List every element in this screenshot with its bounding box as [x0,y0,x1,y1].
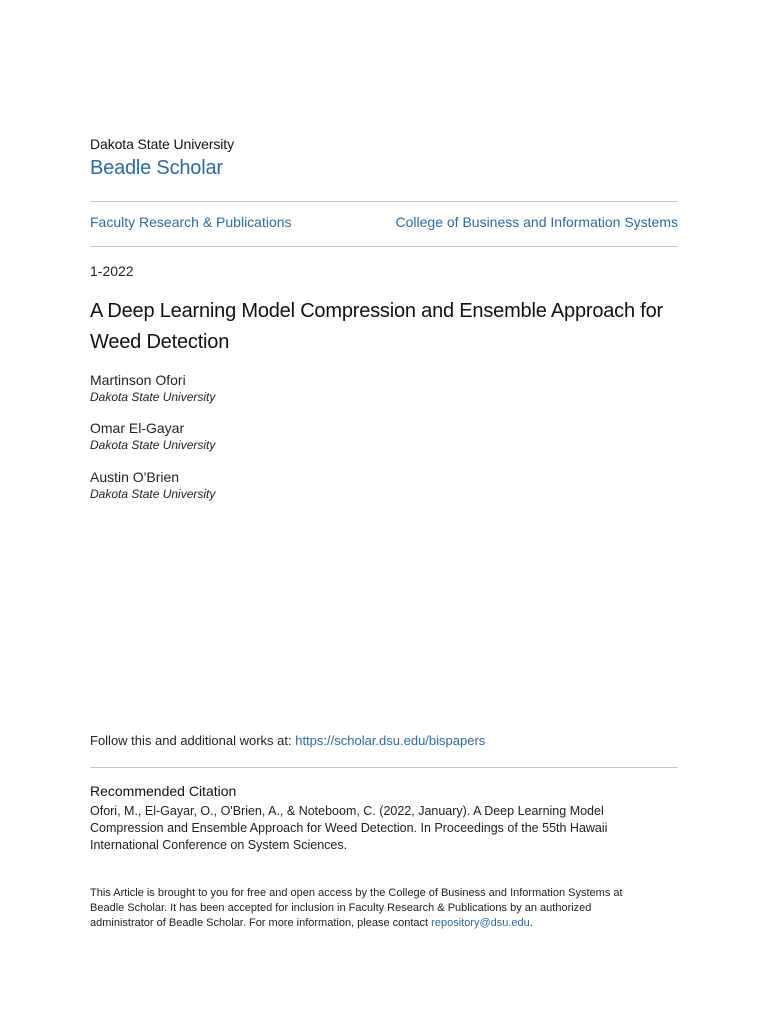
follow-prefix: Follow this and additional works at: [90,733,296,748]
citation-heading: Recommended Citation [90,783,237,799]
access-notice [90,886,650,931]
author-entry [90,420,215,453]
contact-email-link[interactable]: repository@dsu.edu [431,917,530,929]
article-title: A Deep Learning Model Compression and Ensemble Approach for Weed Detection [90,300,663,353]
author-affiliation: Dakota State University [90,438,216,452]
author-entry [90,372,215,405]
author-name[interactable]: Austin O'Brien [90,469,180,485]
cover-page [90,0,678,1024]
collection-link[interactable]: Faculty Research & Publications [90,214,292,230]
publication-date: 1-2022 [90,263,134,279]
repository-link[interactable]: Beadle Scholar [90,157,223,179]
divider-top [90,201,678,202]
author-entry [90,469,215,502]
author-affiliation: Dakota State University [90,390,216,404]
notice-text: This Article is brought to you for free and open access by the College of Business and Information Systems at Beadle Scholar. It has been accepted for inclusion in Faculty Research & Publications by an authorized administrator of Beadle Scholar. For more information, please contact [90,887,623,929]
college-link[interactable]: College of Business and Information Systems [395,214,678,230]
author-name[interactable]: Omar El-Gayar [90,420,185,436]
institution-name: Dakota State University [90,136,234,152]
collection-url-link[interactable]: https://scholar.dsu.edu/bispapers [295,733,486,748]
follow-line [90,733,485,748]
citation-text: Ofori, M., El-Gayar, O., O'Brien, A., & Noteboom, C. (2022, January). A Deep Learning Model Compression and Ensemble Approach for Weed Detection. In Proceedings of the 55th Hawaii International Conference on System Sciences. [90,804,608,852]
notice-suffix: . [529,917,533,929]
divider-citation [90,767,678,768]
divider-nav [90,246,678,247]
author-name[interactable]: Martinson Ofori [90,372,186,388]
author-affiliation: Dakota State University [90,487,216,501]
